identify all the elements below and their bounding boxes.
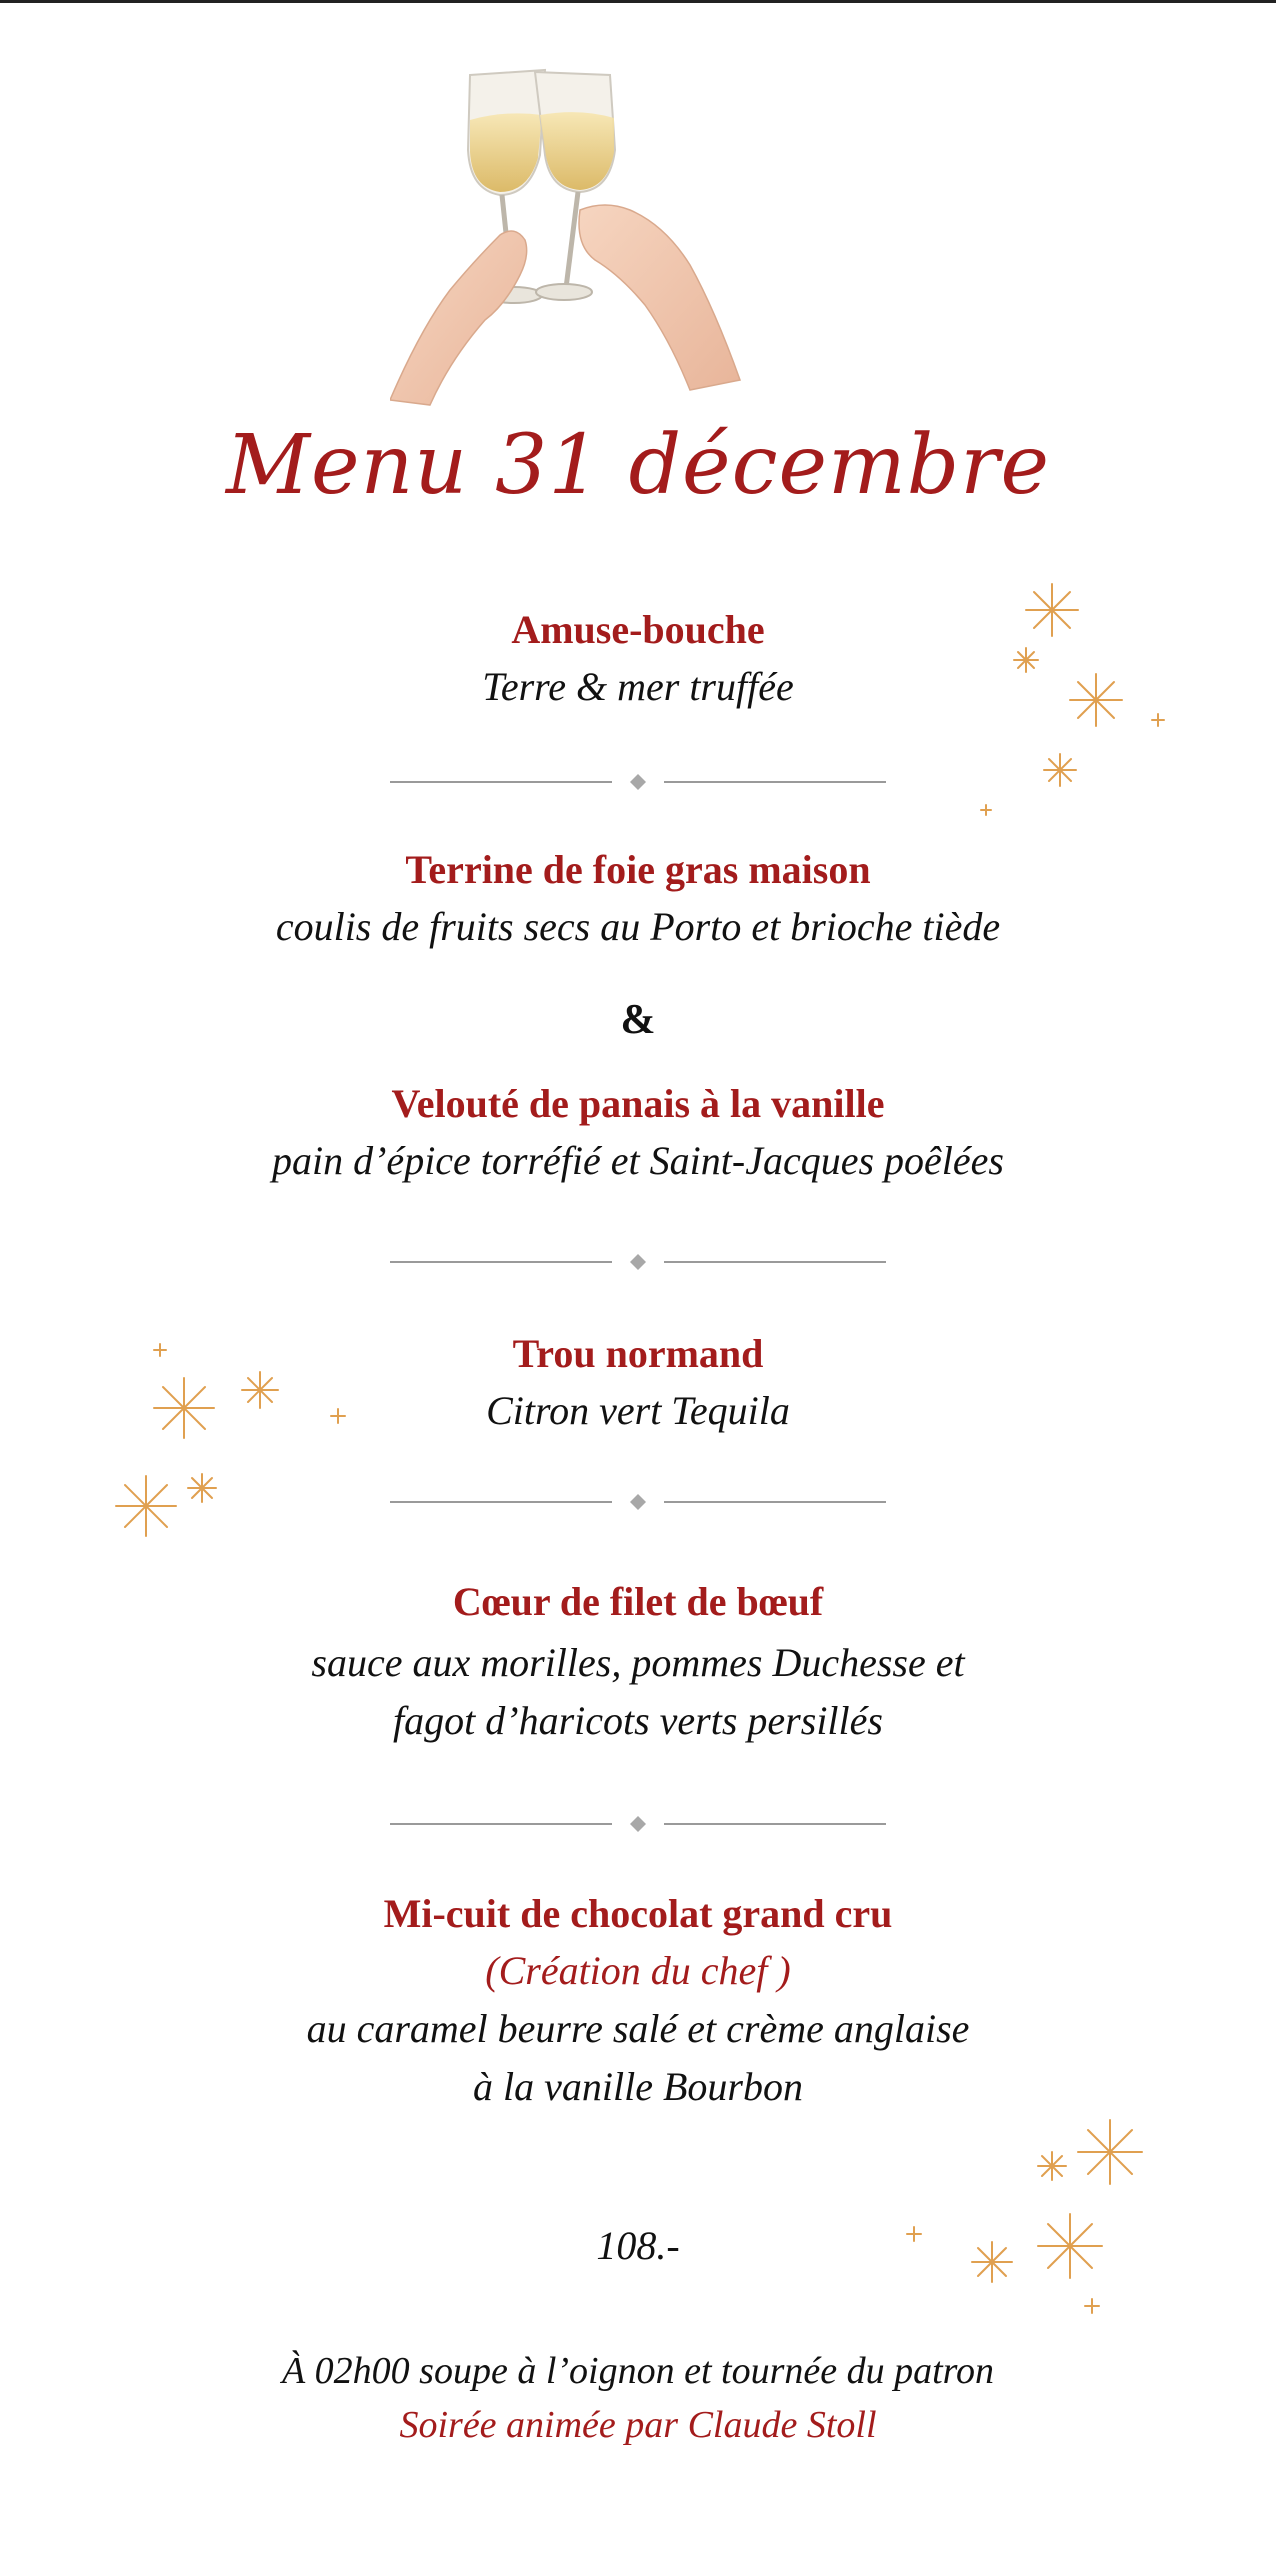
menu-price: 108.- <box>596 2223 680 2268</box>
sparkle-icon <box>960 560 1180 830</box>
ornament-divider-icon <box>390 1492 886 1512</box>
dish-description-line1: au caramel beurre salé et crème anglaise <box>306 2006 970 2051</box>
top-border <box>0 0 1276 3</box>
dish-description-line2: fagot d’haricots verts persillés <box>393 1698 883 1743</box>
dish-name: Amuse-bouche <box>511 607 765 652</box>
course-terrine <box>0 842 1276 956</box>
course-mi-cuit <box>0 1886 1276 2116</box>
dish-description: coulis de fruits secs au Porto et brioche tiède <box>275 904 1001 949</box>
ornament-divider-icon <box>390 1814 886 1834</box>
sparkle-icon <box>100 1320 360 1560</box>
footer-line-entertainment: Soirée animée par Claude Stoll <box>399 2404 877 2446</box>
champagne-toast-illustration <box>390 60 890 410</box>
course-filet-de-boeuf <box>0 1574 1276 1750</box>
dish-description-line2: à la vanille Bourbon <box>473 2064 803 2109</box>
dish-name: Velouté de panais à la vanille <box>391 1081 885 1126</box>
dish-description: Citron vert Tequila <box>486 1388 790 1433</box>
footer-line-soup: À 02h00 soupe à l’oignon et tournée du patron <box>281 2350 995 2392</box>
menu-title: Menu 31 décembre <box>225 418 1051 513</box>
dish-name: Cœur de filet de bœuf <box>452 1579 824 1624</box>
dish-name: Trou normand <box>512 1331 764 1376</box>
footer <box>0 2344 1276 2452</box>
ampersand-separator: & <box>620 997 656 1043</box>
sparkle-icon <box>880 2100 1180 2340</box>
ornament-divider-icon <box>390 772 886 792</box>
ornament-divider-icon <box>390 1252 886 1272</box>
dish-name: Terrine de foie gras maison <box>405 847 871 892</box>
course-veloute <box>0 1076 1276 1190</box>
dish-note: (Création du chef ) <box>485 1948 791 1993</box>
dish-description-line1: sauce aux morilles, pommes Duchesse et <box>311 1640 965 1685</box>
dish-description: Terre & mer truffée <box>482 664 794 709</box>
dish-name: Mi-cuit de chocolat grand cru <box>383 1891 893 1936</box>
dish-description: pain d’épice torréfié et Saint-Jacques poêlées <box>272 1138 1004 1183</box>
